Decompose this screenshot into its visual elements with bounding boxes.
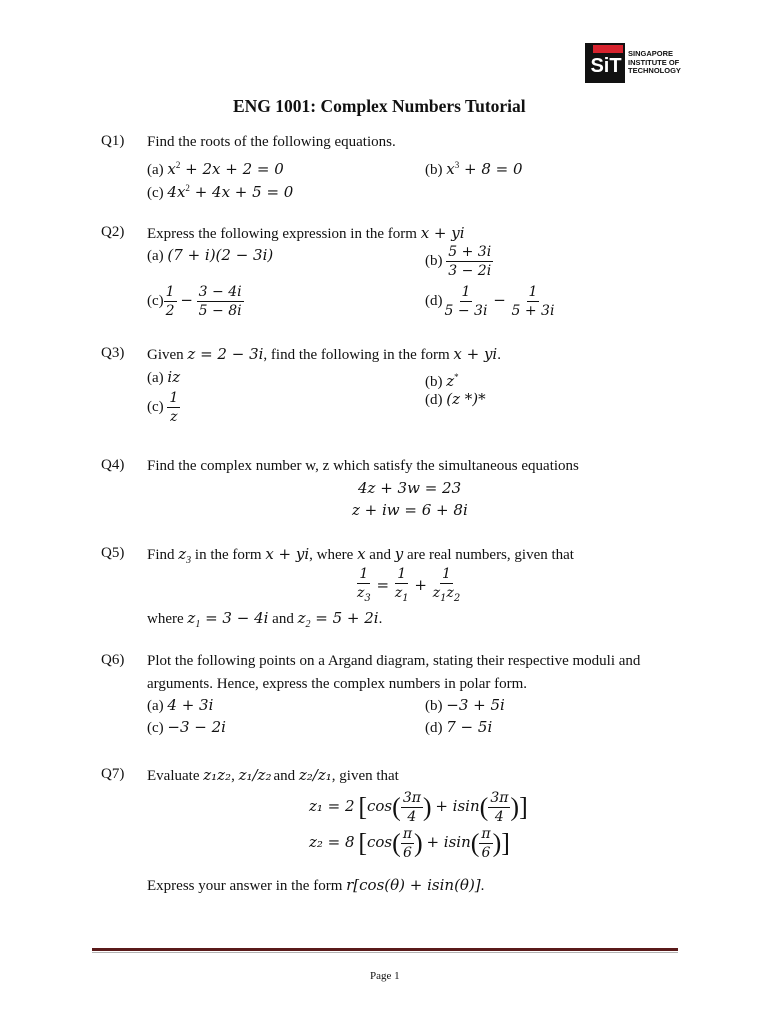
func: + isin	[435, 796, 480, 815]
fraction	[393, 566, 411, 607]
footer-rule-shadow	[92, 952, 678, 953]
fraction	[443, 284, 490, 319]
denominator	[393, 584, 411, 607]
part-label: (d)	[425, 720, 443, 736]
numerator: 1	[528, 284, 538, 300]
fraction	[401, 826, 414, 861]
prompt-text: and	[273, 768, 299, 784]
fraction	[431, 566, 463, 607]
subscript: 2	[453, 592, 461, 604]
var: z	[178, 545, 187, 563]
q1-part-a	[147, 156, 284, 179]
given-expr: z = 2 − 3i	[187, 345, 264, 363]
part-label: (b)	[425, 698, 443, 714]
denominator: z	[170, 409, 178, 425]
subscript: 1	[195, 619, 201, 630]
expr: −3 + 5i	[446, 696, 505, 714]
q2-part-d	[425, 284, 556, 319]
part-label: (a)	[147, 370, 164, 386]
part-label: (c)	[147, 720, 164, 736]
expr: x	[167, 160, 176, 178]
q7-number: Q7)	[101, 766, 125, 782]
part-label: (c)	[147, 292, 164, 309]
logo-line-2: INSTITUTE OF	[628, 57, 680, 67]
subscript: 1	[440, 592, 447, 604]
prompt-text: , where	[309, 547, 358, 563]
denominator: 4	[407, 809, 417, 825]
prompt-text: Evaluate	[147, 768, 204, 784]
expr: = 3 − 4i	[200, 609, 269, 627]
q4-equation-1: 4z + 3w = 23	[358, 479, 462, 497]
q6-line-1: Plot the following points on a Argand diagram, stating their respective moduli and	[147, 653, 641, 669]
q1-part-b	[425, 156, 523, 179]
q2-part-b	[425, 244, 493, 279]
var: y	[394, 545, 404, 563]
bracket-close: ]	[519, 792, 528, 822]
fraction	[197, 284, 244, 319]
part-label: (b)	[425, 162, 443, 178]
q7-equation-2	[309, 826, 510, 861]
q5-where	[147, 609, 382, 634]
var: z	[394, 585, 403, 601]
q5-number: Q5)	[101, 545, 125, 561]
logo-mark: SiT	[590, 55, 622, 77]
paren-close: )	[414, 828, 423, 858]
q6-part-b	[425, 696, 505, 715]
numerator: 1	[359, 566, 369, 582]
q2-prompt	[147, 224, 465, 243]
lhs: z₂ = 8	[309, 832, 355, 851]
expr: (z *)*	[446, 390, 486, 408]
paren-open: (	[470, 828, 480, 858]
logo-line-3: TECHNOLOGY	[628, 66, 681, 75]
subscript: 3	[186, 555, 192, 566]
denominator: 5 + 3i	[511, 303, 555, 319]
prompt-text: are real numbers, given that	[403, 547, 574, 563]
prompt-text: Given	[147, 347, 188, 363]
prompt-text: Find	[147, 547, 179, 563]
numerator: 3 − 4i	[198, 284, 242, 300]
bracket-open: [	[358, 828, 367, 858]
denominator: 4	[494, 809, 504, 825]
func: cos	[367, 796, 393, 815]
part-label: (d)	[425, 292, 443, 309]
subscript: 2	[305, 619, 311, 630]
prompt-text: , find the following in the form	[263, 347, 454, 363]
exponent: 2	[175, 160, 181, 170]
expr: 4x	[167, 183, 186, 201]
expr: −3 − 2i	[167, 718, 226, 736]
q3-part-b	[425, 368, 459, 391]
prompt-text: and	[268, 611, 298, 627]
fraction	[510, 284, 557, 319]
form-expr: x + yi	[420, 224, 465, 242]
exponent: 2	[185, 183, 190, 193]
lhs: z₁ = 2	[309, 796, 355, 815]
q3-part-c	[147, 390, 180, 425]
numerator: π	[481, 826, 491, 842]
q3-number: Q3)	[101, 345, 125, 361]
var: z	[297, 609, 306, 627]
var: x	[357, 545, 366, 563]
part-label: (c)	[147, 398, 164, 415]
q5-equation	[355, 566, 462, 607]
q1-number: Q1)	[101, 133, 125, 149]
prompt-text: and	[365, 547, 395, 563]
paren-open: (	[392, 828, 401, 858]
q3-prompt	[147, 345, 501, 364]
paren-close: )	[492, 828, 502, 858]
conjugate-mark: *	[454, 372, 459, 382]
expr: + 2x + 2 = 0	[180, 160, 284, 178]
prompt-text: , given that	[331, 768, 399, 784]
numerator: 5 + 3i	[448, 244, 492, 260]
numerator: 1	[441, 566, 451, 582]
ratio-expr: z₂/z₁	[298, 766, 332, 784]
subscript: 1	[402, 592, 409, 604]
exponent: 3	[454, 160, 460, 170]
q1-prompt: Find the roots of the following equations.	[147, 134, 396, 150]
denominator: 5 − 8i	[198, 303, 242, 319]
q7-answer-form	[147, 876, 484, 895]
subscript: 3	[364, 592, 371, 604]
denominator: 6	[402, 845, 412, 861]
var: z	[357, 585, 365, 601]
q3-part-d	[425, 390, 486, 409]
prompt-text: .	[480, 878, 485, 894]
q6-part-a	[147, 696, 213, 715]
sit-logo	[585, 43, 681, 83]
q1-part-c	[147, 179, 293, 202]
expr: z	[446, 372, 455, 390]
prompt-text: .	[497, 347, 501, 363]
expr: (7 + i)(2 − 3i)	[167, 246, 274, 264]
q6-number: Q6)	[101, 652, 125, 668]
expr: 7 − 5i	[446, 718, 493, 736]
operator: =	[376, 575, 390, 594]
fraction	[164, 284, 177, 319]
q4-equation-2: z + iw = 6 + 8i	[352, 501, 468, 519]
prompt-text: in the form	[191, 547, 266, 563]
expr: + 8 = 0	[459, 160, 523, 178]
form-expr: x + yi	[453, 345, 498, 363]
prompt-text: Express the following expression in the form	[147, 226, 421, 242]
bracket-open: [	[358, 792, 367, 822]
fraction	[479, 826, 492, 861]
part-label: (b)	[425, 374, 443, 390]
numerator: 3π	[402, 790, 421, 806]
denominator: 3 − 2i	[448, 263, 492, 279]
footer-rule	[92, 948, 678, 951]
logo-text	[628, 50, 681, 76]
expr: iz	[167, 368, 181, 386]
part-label: (b)	[425, 252, 443, 269]
q2-number: Q2)	[101, 224, 125, 240]
var: z	[432, 585, 441, 601]
numerator: 3π	[490, 790, 509, 806]
denominator: 2	[165, 303, 175, 319]
fraction	[355, 566, 373, 607]
operator: −	[493, 290, 506, 309]
operator: +	[414, 575, 427, 594]
numerator: 1	[397, 566, 407, 582]
part-label: (a)	[147, 698, 164, 714]
part-label: (c)	[147, 185, 164, 201]
form-expr: x + yi	[265, 545, 310, 563]
page-title: ENG 1001: Complex Numbers Tutorial	[233, 96, 526, 116]
q4-prompt: Find the complex number w, z which satisfy the simultaneous equations	[147, 458, 579, 474]
q4-number: Q4)	[101, 457, 125, 473]
fraction	[167, 390, 180, 425]
paren-open: (	[479, 792, 489, 822]
q2-part-c	[147, 284, 244, 319]
fraction	[488, 790, 510, 825]
denominator	[431, 584, 463, 607]
expr: x	[446, 160, 455, 178]
logo-red-accent	[593, 45, 623, 53]
denominator: 5 − 3i	[444, 303, 488, 319]
prompt-text: ,	[231, 768, 239, 784]
ratio-expr: z₁/z₂	[238, 766, 272, 784]
q6-part-c	[147, 718, 226, 737]
part-label: (d)	[425, 392, 443, 408]
numerator: 1	[169, 390, 179, 406]
expr: z₁z₂	[203, 766, 232, 784]
q6-line-2: arguments. Hence, express the complex numbers in polar form.	[147, 676, 528, 692]
var: z	[446, 585, 454, 601]
expr: 4 + 3i	[167, 696, 214, 714]
numerator: π	[402, 826, 413, 842]
page-number: Page 1	[370, 970, 400, 982]
prompt-text: where	[147, 611, 188, 627]
q3-part-a	[147, 368, 180, 387]
q7-equation-1	[309, 790, 528, 825]
part-label: (a)	[147, 162, 164, 178]
form-expr: r[cos(θ) + isin(θ)]	[346, 876, 481, 894]
logo-line-1: SINGAPORE	[628, 49, 674, 58]
numerator: 1	[461, 284, 471, 300]
operator: −	[180, 290, 193, 309]
expr: + 4x + 5 = 0	[189, 183, 294, 201]
prompt-text: .	[378, 611, 383, 627]
denominator	[355, 584, 373, 607]
bracket-close: ]	[501, 828, 510, 858]
var: z	[187, 609, 196, 627]
expr: = 5 + 2i	[310, 609, 379, 627]
func: + isin	[426, 832, 471, 851]
denominator: 6	[481, 845, 491, 861]
paren-close: )	[510, 792, 520, 822]
func: cos	[367, 832, 393, 851]
q6-part-d	[425, 718, 492, 737]
paren-close: )	[422, 792, 432, 822]
fraction	[446, 244, 493, 279]
prompt-text: Express your answer in the form	[147, 878, 347, 894]
q7-prompt	[147, 766, 399, 785]
q2-part-a	[147, 246, 273, 265]
part-label: (a)	[147, 248, 164, 264]
fraction	[401, 790, 423, 825]
paren-open: (	[392, 792, 401, 822]
numerator: 1	[165, 284, 175, 300]
